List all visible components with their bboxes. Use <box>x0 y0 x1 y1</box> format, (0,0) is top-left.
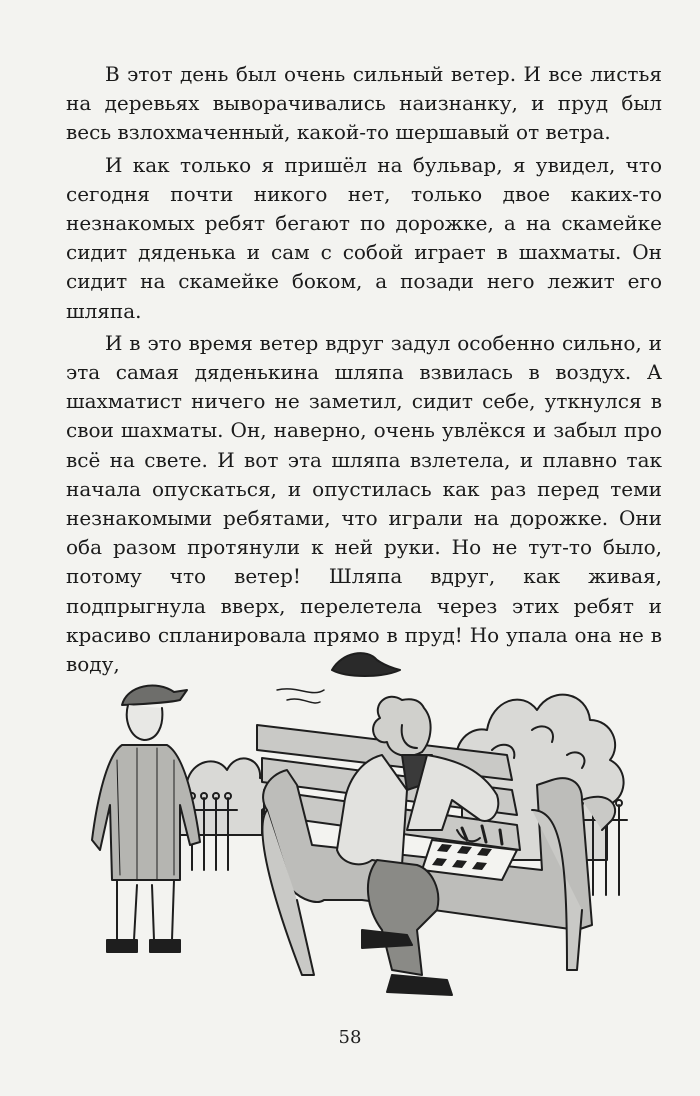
paragraph-1: В этот день был очень сильный ветер. И все листья на деревьях выворачивались наизнанку, и пруд был весь взлохмаченный, какой-то шершавый от ветра. <box>66 62 662 145</box>
boy-in-cap <box>92 686 200 952</box>
paragraph-3: И в это время ветер вдруг задул особенно сильно, и эта самая дяденькина шляпа взвилась в воздух. А шахматист ничего не заметил, сидит себе, уткнулся в свои шахматы. Он, наверно, очень увлёкся и забыл про всё на свете. И вот эта шляпа взлетела, и плавно так начала опускаться, и опустилась как раз перед теми незнакомыми ребятами, что играли на дорожке. Они оба разом протянули к ней руки. Но не тут-то было, потому что ветер! Шляпа вдруг, как живая, подпрыгнула вверх, перелетела через этих ребят и красиво спланировала прямо в пруд! Но упала она не в воду, <box>66 330 662 677</box>
flying-hat <box>332 653 400 676</box>
story-text <box>66 60 662 679</box>
page-number: 58 <box>338 1027 362 1048</box>
paragraph-2: И как только я пришёл на бульвар, я увидел, что сегодня почти никого нет, только двое каких-то незнакомых ребят бегают по дорожке, а на скамейке сидит дяденька и сам с собой играет в шахматы. Он сидит на скамейке боком, а позади него лежит его шляпа. <box>66 152 662 323</box>
park-bench-chess-illustration <box>62 630 642 1010</box>
wind-lines <box>277 689 324 703</box>
